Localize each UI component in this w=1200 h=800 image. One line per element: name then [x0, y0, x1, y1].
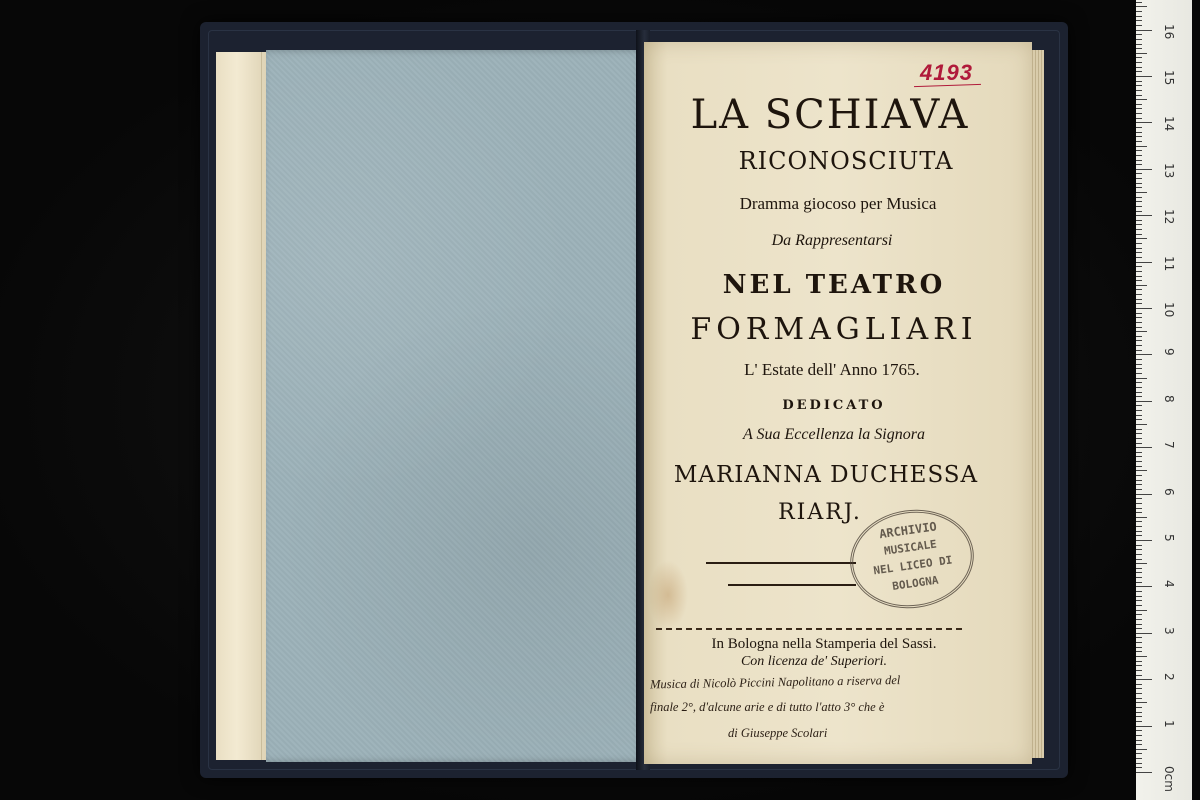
theatre-line-2: FORMAGLIARI — [690, 312, 978, 347]
ruler-tick — [1136, 475, 1142, 476]
title: LA SCHIAVA — [690, 92, 970, 138]
ruler-label: 7 — [1162, 441, 1176, 449]
ruler-tick — [1136, 113, 1142, 114]
ruler-tick — [1136, 313, 1142, 314]
ruler-tick — [1136, 572, 1142, 573]
ruler-tick — [1136, 447, 1152, 448]
ruler-tick — [1136, 749, 1147, 750]
ruler-tick — [1136, 591, 1142, 592]
ruler-tick — [1136, 234, 1142, 235]
ruler-tick — [1136, 132, 1142, 133]
ruler-tick — [1136, 484, 1142, 485]
ruler-tick — [1136, 160, 1142, 161]
ruler-tick — [1136, 443, 1142, 444]
ruler-tick — [1136, 155, 1142, 156]
ruler-tick — [1136, 767, 1142, 768]
ruler-tick — [1136, 336, 1142, 337]
ruler-tick — [1136, 740, 1142, 741]
ruler-tick — [1136, 396, 1142, 397]
ruler-tick — [1136, 215, 1152, 216]
ruler-tick — [1136, 470, 1147, 471]
ruler-tick — [1136, 11, 1142, 12]
ruler-tick — [1136, 758, 1142, 759]
ruler-tick — [1136, 220, 1142, 221]
ruler-tick — [1136, 494, 1152, 495]
ruler-tick — [1136, 577, 1142, 578]
ruler-tick — [1136, 563, 1147, 564]
ruler-tick — [1136, 173, 1142, 174]
ruler-tick — [1136, 716, 1142, 717]
ruler-tick — [1136, 521, 1142, 522]
ruler-tick — [1136, 266, 1142, 267]
ruler-tick — [1136, 429, 1142, 430]
ruler-tick — [1136, 178, 1142, 179]
ruler-tick — [1136, 340, 1142, 341]
inventory-number: 4193 — [920, 60, 973, 85]
ruler-tick — [1136, 540, 1152, 541]
ruler-tick — [1136, 405, 1142, 406]
ruler-tick — [1136, 285, 1147, 286]
ruler-tick — [1136, 34, 1142, 35]
ruler-tick — [1136, 248, 1142, 249]
page-edges — [1030, 50, 1044, 758]
ruler-tick — [1136, 614, 1142, 615]
ruler-tick — [1136, 568, 1142, 569]
performance-line: Da Rappresentarsi — [771, 232, 893, 249]
ruler-tick — [1136, 118, 1142, 119]
dedication-to: A Sua Eccellenza la Signora — [743, 426, 925, 443]
ruler-tick — [1136, 535, 1142, 536]
ruler-tick — [1136, 633, 1152, 634]
ruler-tick — [1136, 136, 1142, 137]
ruler-label: 13 — [1162, 162, 1176, 179]
ruler-tick — [1136, 642, 1142, 643]
ruler-tick — [1136, 364, 1142, 365]
imprint-line: In Bologna nella Stamperia del Sassi. — [711, 636, 937, 652]
ruler-tick — [1136, 665, 1142, 666]
ruler-tick — [1136, 433, 1142, 434]
ruler-tick — [1136, 605, 1142, 606]
ornamental-rule-top — [706, 562, 856, 564]
ruler-label: 10 — [1162, 302, 1176, 318]
ruler-tick — [1136, 763, 1142, 764]
ruler-tick — [1136, 90, 1142, 91]
ruler-tick — [1136, 48, 1142, 49]
ruler-tick — [1136, 693, 1142, 694]
binding-paper-strip — [216, 52, 268, 760]
ruler-tick — [1136, 354, 1152, 355]
ruler-tick — [1136, 192, 1147, 193]
ruler-tick — [1136, 122, 1152, 123]
ruler-tick — [1136, 702, 1147, 703]
stamp-line-1: ARCHIVIO — [878, 519, 938, 542]
ruler-tick — [1136, 466, 1142, 467]
ruler-tick — [1136, 415, 1142, 416]
ruler-tick — [1136, 387, 1142, 388]
ruler-tick — [1136, 164, 1142, 165]
ruler-tick — [1136, 95, 1142, 96]
ruler-label: 15 — [1162, 70, 1176, 86]
ruler-tick — [1136, 238, 1147, 239]
ruler-tick — [1136, 127, 1142, 128]
ruler-tick — [1136, 744, 1142, 745]
ruler-label: 6 — [1162, 487, 1176, 496]
ruler-tick — [1136, 299, 1142, 300]
ruler-tick — [1136, 53, 1147, 54]
ruler-tick — [1136, 392, 1142, 393]
ruler-tick — [1136, 183, 1142, 184]
ruler-label: 8 — [1162, 394, 1176, 403]
ruler-tick — [1136, 229, 1142, 230]
ruler-tick — [1136, 197, 1142, 198]
ruler-tick — [1136, 104, 1142, 105]
ruler-label: 4 — [1162, 580, 1176, 589]
dedicatee-line-1: MARIANNA DUCHESSA — [673, 462, 979, 488]
ruler-label: 11 — [1162, 255, 1176, 271]
ruler-tick — [1136, 99, 1147, 100]
ruler-tick — [1136, 684, 1142, 685]
ruler-tick — [1136, 57, 1142, 58]
ruler-tick — [1136, 526, 1142, 527]
ruler-tick — [1136, 16, 1142, 17]
ruler-tick — [1136, 327, 1142, 328]
ruler-tick — [1136, 317, 1142, 318]
ruler-tick — [1136, 675, 1142, 676]
ruler-tick — [1136, 698, 1142, 699]
ruler-tick — [1136, 67, 1142, 68]
ruler-label: 2 — [1162, 673, 1176, 681]
ruler-tick — [1136, 206, 1142, 207]
ruler-tick — [1136, 146, 1147, 147]
handwritten-note-line-3: di Giuseppe Scolari — [728, 726, 828, 740]
ruler-tick — [1136, 150, 1142, 151]
ruler-tick — [1136, 331, 1147, 332]
ruler-tick — [1136, 503, 1142, 504]
ruler-tick — [1136, 30, 1152, 31]
ruler-tick — [1136, 647, 1142, 648]
ruler-tick — [1136, 688, 1142, 689]
ruler-tick — [1136, 378, 1147, 379]
ruler-tick — [1136, 656, 1147, 657]
ruler-tick — [1136, 456, 1142, 457]
ruler-tick — [1136, 345, 1142, 346]
stamp-line-2: MUSICALE — [883, 537, 938, 558]
ruler-tick — [1136, 76, 1152, 77]
ruler-tick — [1136, 438, 1142, 439]
ruler-tick — [1136, 187, 1142, 188]
ruler-tick — [1136, 549, 1142, 550]
ruler-tick — [1136, 735, 1142, 736]
theatre-line-1: NEL TEATRO — [722, 270, 946, 300]
ruler-tick — [1136, 359, 1142, 360]
ruler-label: 1 — [1162, 719, 1176, 728]
ruler-tick — [1136, 62, 1142, 63]
ruler-tick — [1136, 554, 1142, 555]
subtitle: RICONOSCIUTA — [738, 147, 954, 175]
marbled-endpaper — [266, 50, 644, 762]
ruler-tick — [1136, 424, 1147, 425]
ruler-tick — [1136, 498, 1142, 499]
ruler-tick — [1136, 730, 1142, 731]
ruler-tick — [1136, 596, 1142, 597]
ruler-tick — [1136, 44, 1142, 45]
ruler-tick — [1136, 308, 1152, 309]
ruler-tick — [1136, 512, 1142, 513]
ruler-tick — [1136, 257, 1142, 258]
ruler-tick — [1136, 610, 1147, 611]
ruler-tick — [1136, 262, 1152, 263]
ruler-tick — [1136, 85, 1142, 86]
dedicatee-line-2: RIARJ. — [778, 500, 862, 525]
ruler-label: 9 — [1162, 348, 1176, 357]
ruler-label: 14 — [1162, 116, 1176, 132]
ruler-tick — [1136, 276, 1142, 277]
ruler-tick — [1136, 586, 1152, 587]
ruler-tick — [1136, 559, 1142, 560]
ruler-tick — [1136, 25, 1142, 26]
ruler-tick — [1136, 619, 1142, 620]
ruler-tick — [1136, 294, 1142, 295]
ruler-tick — [1136, 71, 1142, 72]
ruler-tick — [1136, 670, 1142, 671]
ruler-tick — [1136, 517, 1147, 518]
ruler-tick — [1136, 6, 1147, 7]
ruler-tick — [1136, 350, 1142, 351]
ruler-tick — [1136, 224, 1142, 225]
stamp-line-3: NEL LICEO DI — [872, 553, 954, 578]
handwritten-note-line-2: finale 2°, d'alcune arie e di tutto l'atto 3° che è — [650, 700, 885, 714]
ruler-tick — [1136, 271, 1142, 272]
paper-stain — [648, 560, 688, 630]
ruler-tick — [1136, 211, 1142, 212]
ruler-tick — [1136, 280, 1142, 281]
ruler-tick — [1136, 679, 1152, 680]
ruler-label: 5 — [1162, 534, 1176, 542]
ruler-tick — [1136, 726, 1152, 727]
ruler-tick — [1136, 81, 1142, 82]
ruler-tick — [1136, 545, 1142, 546]
ruler-tick — [1136, 480, 1142, 481]
ruler-tick — [1136, 401, 1152, 402]
genre-line: Dramma giocoso per Musica — [739, 194, 937, 213]
ruler-label: 0cm — [1162, 766, 1176, 792]
ruler-label: 3 — [1162, 626, 1176, 635]
license-line: Con licenza de' Superiori. — [740, 654, 888, 669]
ruler-tick — [1136, 373, 1142, 374]
ruler-tick — [1136, 289, 1142, 290]
ruler-tick — [1136, 661, 1142, 662]
ruler-tick — [1136, 628, 1142, 629]
ruler-tick — [1136, 169, 1152, 170]
ruler-tick — [1136, 419, 1142, 420]
ruler-tick — [1136, 382, 1142, 383]
dedication-heading: DEDICATO — [782, 398, 886, 413]
dashed-divider — [656, 628, 962, 630]
ruler-tick — [1136, 452, 1142, 453]
ruler-tick — [1136, 20, 1142, 21]
ruler-tick — [1136, 489, 1142, 490]
title-page — [644, 42, 1032, 764]
ruler-tick — [1136, 243, 1142, 244]
season-line: L' Estate dell' Anno 1765. — [744, 360, 920, 379]
ruler-tick — [1136, 508, 1142, 509]
ruler-tick — [1136, 600, 1142, 601]
ruler-tick — [1136, 108, 1142, 109]
ruler-tick — [1136, 368, 1142, 369]
ruler-tick — [1136, 721, 1142, 722]
ruler-tick — [1136, 637, 1142, 638]
ruler-tick — [1136, 410, 1142, 411]
ruler-tick — [1136, 39, 1142, 40]
ruler-tick — [1136, 2, 1142, 3]
stamp-line-4: BOLOGNA — [891, 573, 940, 593]
ruler-tick — [1136, 141, 1142, 142]
ruler-tick — [1136, 582, 1142, 583]
ruler-tick — [1136, 624, 1142, 625]
measurement-ruler — [1136, 0, 1192, 800]
ruler-tick — [1136, 707, 1142, 708]
ruler-tick — [1136, 303, 1142, 304]
ruler-tick — [1136, 531, 1142, 532]
ruler-label: 16 — [1162, 23, 1176, 39]
ruler-tick — [1136, 461, 1142, 462]
handwritten-note-line-1: Musica di Nicolò Piccini Napolitano a riserva del — [649, 673, 901, 692]
ruler-tick — [1136, 753, 1142, 754]
ruler-label: 12 — [1162, 209, 1176, 225]
ruler-tick — [1136, 651, 1142, 652]
ruler-tick — [1136, 772, 1152, 773]
ruler-tick — [1136, 712, 1142, 713]
ornamental-rule-bottom — [728, 584, 856, 586]
ruler-tick — [1136, 201, 1142, 202]
ruler-tick — [1136, 252, 1142, 253]
ruler-tick — [1136, 322, 1142, 323]
